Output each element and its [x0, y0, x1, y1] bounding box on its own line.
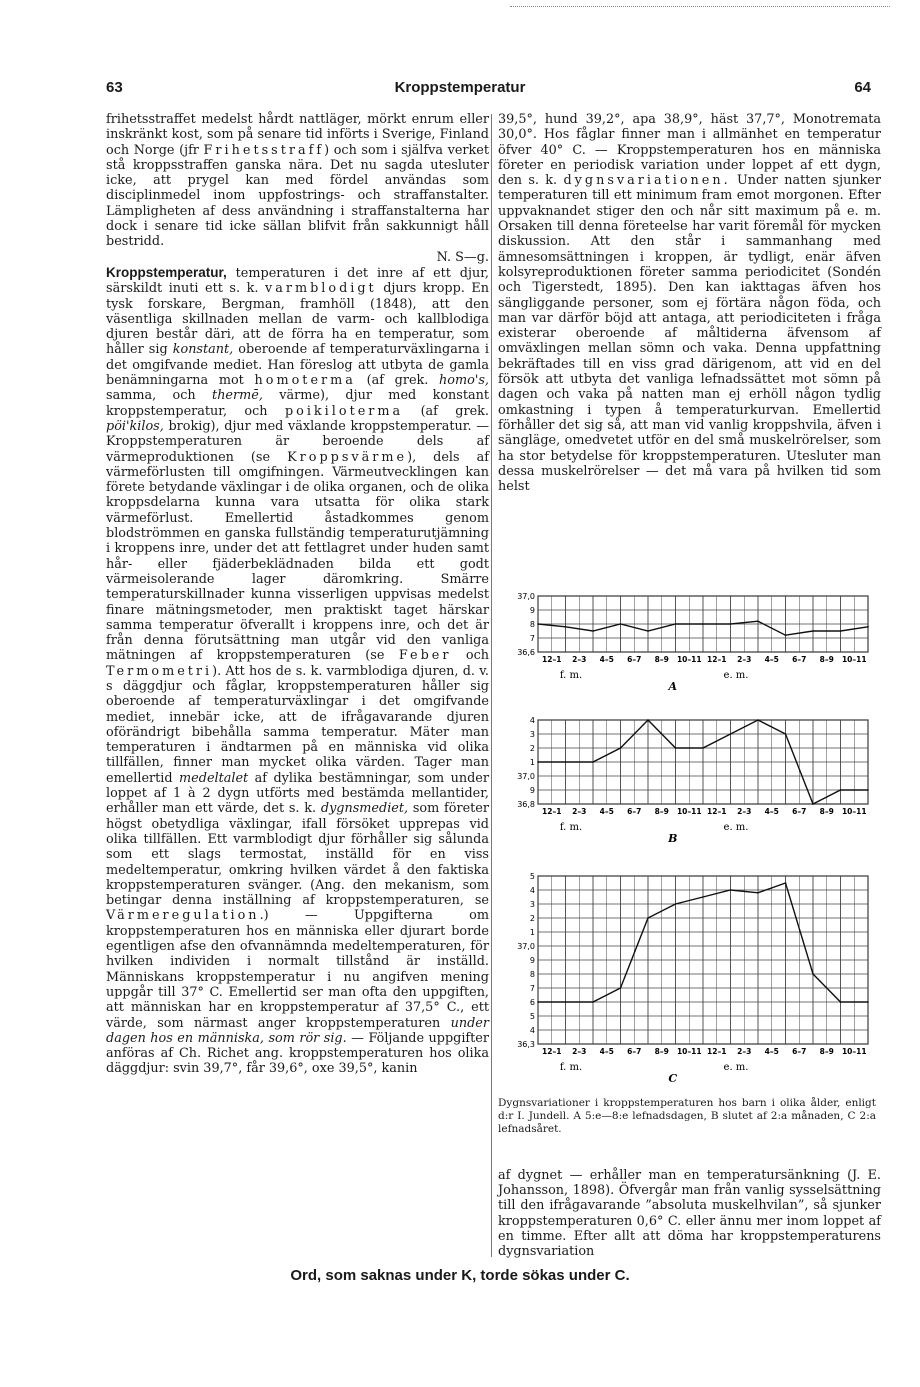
data-point [867, 1001, 869, 1003]
paragraph-straff: frihetsstraffet medelst hårdt nattläger, mörkt enrum eller inskränkt kost, som på senare tid införts i Sverige, Finland och Norge (jfr Frihetsstraff) och som i själfva verket stå kroppsstraffen ganska nära. Det nu sagda utesluter icke, att prygel kan med fördel användas som disciplinmedel inom uppfostrings- och straffanstalter. Lämpligheten af dess användning i straffanstalterna har dock i senare tid icke sällan blifvit från sakkunnigt håll bestridd. N. S—g. [106, 112, 489, 265]
data-point [565, 626, 567, 628]
y-tick-label: 3 [529, 730, 535, 739]
paragraph-kroppstemperatur: Kroppstemperatur, temperaturen i det inre af ett djur, särskildt inuti ett s. k. varmblodigt djurs kropp. En tysk forskare, Bergman, framhöll (1848), att den väsentliga skillnaden mellan de varm- och kallblodiga djuren består däri, att de förra ha en temperatur, som håller sig konstant, oberoende af temperaturväxlingarna i det omgifvande mediet. Han föreslog att utbyta de gamla benämningarna mot homoterma (af grek. homo's, samma, och thermē, värme), djur med konstant kroppstemperatur, och poikiloterma (af grek. pöi'kilos, brokig), djur med växlande kroppstemperatur. — Kroppstemperaturen är beroende dels af värmeproduktionen (se Kroppsvärme), dels af värmeförlusten till omgifningen. Värmeutvecklingen kan förete betydande växlingar i de olika organen, och de olika kroppsdelarna kunna vara utsatta för olika stark värmeförlust. Emellertid åstadkommes genom blodströmmen en ganska fullständig temperaturutjämning i kroppens inre, under det att fettlagret under huden samt hår- eller fjäderbeklädnaden bilda ett godt värmeisolerande lager däromkring. Smärre temperaturskillnader kunna visserligen uppvisas medelst finare mätningsmetoder, men praktiskt taget härskar samma temperatur öfverallt i kroppens inre, och det är från denna förutsättning man utgår vid den vanliga mätningen af kroppstemperaturen (se Feber och Termometri). Att hos de s. k. varmblodiga djuren, d. v. s däggdjur och fåglar, kroppstemperaturen håller sig oberoende af temperaturväxlingar i det omgifvande mediet, innebär icke, att de ifrågavarande djuren oförändrigt bibehålla samma temperatur. Mäter man temperaturen i ändtarmen på en människa vid olika tillfällen, finner man mycket olika värden. Tager man emellertid medeltalet af dylika bestämningar, som under loppet af 1 à 2 dygn utförts med bestämda mellantider, erhåller man ett värde, det s. k. dygnsmediet, som företer högst obetydliga växlingar, ifall försöket upprepas vid olika tillfällen. Ett varmblodigt djur förhåller sig sålunda som ett slags termostat, inställd för en viss medeltemperatur, omkring hvilken värdet å den faktiska kroppstemperaturen svänger. (Ang. den mekanism, som betingar denna inställning af kroppstemperaturen, se Värmeregulation.) — Uppgifterna om kroppstemperaturen hos en människa eller djurart borde egentligen afse den ofvannämnda medeltemperaturen, för hvilken individen i normalt tillstånd är inställd. Människans kroppstemperatur i nu angifven mening uppgår till 37° C. Emellertid ser man ofta den uppgiften, att människan har en kroppstemperatur af 37,5° C., ett värde, som närmast anger kroppstemperaturen under dagen hos en människa, som rör sig. — Följande uppgifter anföras af Ch. Richet ang. kroppstemperaturen hos olika däggdjur: svin 39,7°, får 39,6°, oxe 39,5°, kanin [106, 264, 490, 1077]
chart-letter: C [668, 1072, 678, 1085]
x-tick-label: 6–7 [627, 807, 642, 816]
pm-label: e. m. [723, 822, 749, 833]
y-tick-label: 9 [529, 606, 535, 615]
data-point [620, 623, 622, 625]
x-tick-label: 2–3 [572, 655, 587, 664]
data-point [675, 623, 677, 625]
x-tick-label: 10–11 [841, 807, 867, 816]
chart-letter: B [668, 832, 678, 845]
y-tick-label: 36,3 [517, 1040, 535, 1049]
x-tick-label: 8–9 [819, 655, 834, 664]
y-tick-label: 5 [529, 1012, 535, 1021]
data-point [675, 747, 677, 749]
chart-c-svg [498, 868, 881, 1090]
x-tick-label: 2–3 [737, 807, 752, 816]
data-point [702, 896, 704, 898]
data-point [592, 761, 594, 763]
data-point [785, 733, 787, 735]
chart-b [498, 712, 881, 850]
chart-b-svg [498, 712, 881, 850]
y-tick-label: 7 [529, 634, 535, 643]
y-tick-label: 36,8 [517, 800, 535, 809]
y-tick-label: 4 [529, 886, 535, 895]
x-tick-label: 2–3 [572, 1047, 587, 1056]
y-tick-label: 6 [529, 998, 535, 1007]
data-point [620, 747, 622, 749]
column-divider [491, 114, 492, 1257]
data-point [785, 882, 787, 884]
x-tick-label: 8–9 [654, 807, 669, 816]
y-tick-label: 9 [529, 786, 535, 795]
x-tick-label: 4–5 [764, 807, 779, 816]
data-point [702, 747, 704, 749]
paragraph-muskelhvila: af dygnet — erhåller man en temperatursänkning (J. E. Johansson, 1898). Öfvergår man från vanlig sysselsättning till den ifrågavarande ”absoluta muskelhvilan”, så sjunker kroppstemperaturen 0,6° C. eller ännu mer inom loppet af en timme. Efter allt att döma har kroppstemperaturens dygnsvariation [498, 1167, 881, 1260]
data-point [812, 803, 814, 805]
x-tick-label: 8–9 [654, 1047, 669, 1056]
chart-letter: A [668, 680, 678, 693]
data-point [730, 889, 732, 891]
page-number-right: 64 [854, 79, 871, 96]
x-tick-label: 10–11 [676, 655, 702, 664]
data-point [840, 789, 842, 791]
scan-artifact-line [510, 6, 890, 9]
data-point [565, 1001, 567, 1003]
x-tick-label: 10–11 [841, 1047, 867, 1056]
y-tick-label: 8 [529, 970, 535, 979]
x-tick-label: 4–5 [599, 1047, 614, 1056]
am-label: f. m. [559, 670, 583, 681]
right-column-continued [498, 1155, 881, 1272]
y-tick-label: 7 [529, 984, 535, 993]
x-tick-label: 12–1 [542, 807, 562, 816]
x-tick-label: 6–7 [627, 1047, 642, 1056]
pm-label: e. m. [723, 670, 749, 681]
x-tick-label: 6–7 [792, 807, 807, 816]
x-tick-label: 6–7 [792, 655, 807, 664]
x-tick-label: 10–11 [841, 655, 867, 664]
data-point [785, 634, 787, 636]
data-point [647, 630, 649, 632]
x-tick-label: 8–9 [819, 1047, 834, 1056]
x-tick-label: 8–9 [819, 807, 834, 816]
y-tick-label: 9 [529, 956, 535, 965]
x-tick-label: 12–1 [707, 807, 727, 816]
x-tick-label: 4–5 [599, 655, 614, 664]
x-tick-label: 10–11 [676, 807, 702, 816]
x-tick-label: 2–3 [737, 1047, 752, 1056]
data-point [867, 626, 869, 628]
paragraph-dygnsvariation: 39,5°, hund 39,2°, apa 38,9°, häst 37,7°, Monotremata 30,0°. Hos fåglar finner man i allmänhet en temperatur öfver 40° C. — Kroppstemperaturen hos en människa företer en periodisk variation under loppet af ett dygn, den s. k. dygnsvariationen. Under natten sjunker temperaturen till ett minimum fram emot morgonen. Efter uppvaknandet stiger den och når sitt maximum på e. m. Orsaken till denna företeelse har varit föremål för mycken diskussion. Att den står i sammanhang med ämnesomsättningen i kroppen, är tydligt, enär äfven kolsyreproduktionen företer samma periodicitet (Sondén och Tigerstedt, 1895). Den kan iakttagas äfven hos sängliggande personer, som ej förtära någon föda, och man var därför böjd att antaga, att periodiciteten i fråga existerar oberoende af måltiderna äfvensom af omväxlingen mellan sömn och vaka. Denna uppfattning bekräftades till en viss grad därigenom, att vid en del försök att utbyta det vanliga lefnadssättet mot sömn på dagen och vaka på natten man ej erhöll någon tydlig omkastning i typen å temperaturkurvan. Emellertid förhåller det sig så, att man vid vanlig kroppshvila, äfven i sängläge, omedvetet utför en del små muskelrörelser, som ha stor betydelse för kroppstemperaturen. Utesluter man dessa muskelrörelser — det må vara på hvilken tid som helst [498, 112, 881, 495]
page-number-left: 63 [106, 79, 123, 96]
x-tick-label: 2–3 [737, 655, 752, 664]
x-tick-label: 6–7 [627, 655, 642, 664]
data-point [702, 623, 704, 625]
data-point [592, 630, 594, 632]
x-tick-label: 4–5 [764, 1047, 779, 1056]
y-tick-label: 4 [529, 716, 535, 725]
data-point [620, 987, 622, 989]
right-column [498, 112, 881, 494]
x-tick-label: 6–7 [792, 1047, 807, 1056]
x-tick-label: 12–1 [707, 1047, 727, 1056]
data-point [840, 1001, 842, 1003]
y-tick-label: 37,0 [517, 942, 535, 951]
x-tick-label: 12–1 [542, 655, 562, 664]
y-tick-label: 3 [529, 900, 535, 909]
data-point [812, 973, 814, 975]
x-tick-label: 4–5 [599, 807, 614, 816]
author-signature: N. S—g. [436, 249, 489, 265]
x-tick-label: 8–9 [654, 655, 669, 664]
chart-a-svg [498, 588, 881, 698]
y-tick-label: 36,6 [517, 648, 535, 657]
data-point [757, 719, 759, 721]
y-tick-label: 5 [529, 872, 535, 881]
entry-heading: Kroppstemperatur, [106, 264, 227, 280]
chart-a [498, 588, 881, 698]
left-column [106, 112, 489, 1077]
y-tick-label: 2 [529, 744, 535, 753]
page-footer: Ord, som saknas under K, torde sökas under C. [290, 1267, 630, 1284]
data-point [647, 917, 649, 919]
y-tick-label: 37,0 [517, 772, 535, 781]
y-tick-label: 2 [529, 914, 535, 923]
data-point [730, 623, 732, 625]
data-point [675, 903, 677, 905]
data-point [812, 630, 814, 632]
data-point [757, 892, 759, 894]
x-tick-label: 4–5 [764, 655, 779, 664]
page-title: Kroppstemperatur [394, 79, 526, 96]
figure-caption: Dygnsvariationer i kroppstemperaturen hos barn i olika ålder, enligt d:r I. Jundell. A 5:e—8:e lefnadsdagen, B slutet af 2:a månaden, C 2:a lefnadsåret. [498, 1097, 876, 1135]
data-point [537, 1001, 539, 1003]
y-tick-label: 37,0 [517, 592, 535, 601]
x-tick-label: 2–3 [572, 807, 587, 816]
x-tick-label: 12–1 [707, 655, 727, 664]
chart-c [498, 868, 881, 1090]
data-point [647, 719, 649, 721]
y-tick-label: 8 [529, 620, 535, 629]
x-tick-label: 10–11 [676, 1047, 702, 1056]
y-tick-label: 4 [529, 1026, 535, 1035]
data-point [565, 761, 567, 763]
am-label: f. m. [559, 1062, 583, 1073]
pm-label: e. m. [723, 1062, 749, 1073]
x-tick-label: 12–1 [542, 1047, 562, 1056]
y-tick-label: 1 [529, 758, 535, 767]
data-point [840, 630, 842, 632]
data-point [537, 623, 539, 625]
data-point [730, 733, 732, 735]
data-point [537, 761, 539, 763]
data-point [757, 620, 759, 622]
data-point [867, 789, 869, 791]
y-tick-label: 1 [529, 928, 535, 937]
am-label: f. m. [559, 822, 583, 833]
data-point [592, 1001, 594, 1003]
